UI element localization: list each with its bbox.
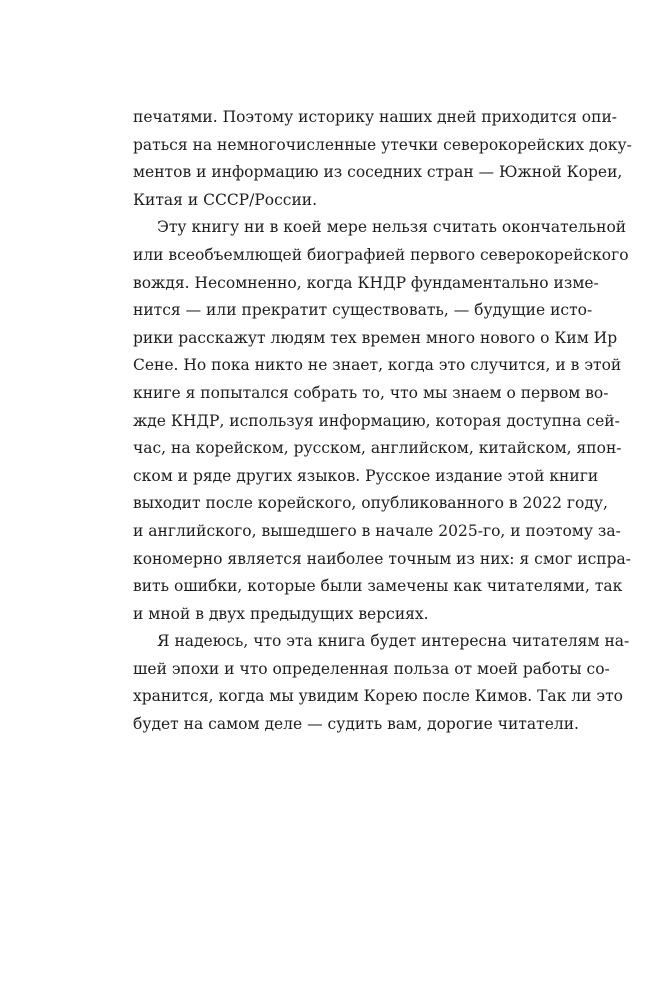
text-line: и мной в двух предыдущих версиях. [133,604,429,623]
body-text [133,104,632,739]
text-line: хранится, когда мы увидим Корею после Кимов. Так ли это [133,687,623,706]
text-line: нится — или прекратит существовать, — будущие истo- [133,301,593,320]
text-line: раться на немногочисленные утечки северокорейских доку- [133,135,632,154]
text-line: ском и ряде других языков. Русское издание этой книги [133,466,599,485]
text-line: шей эпохи и что определенная польза от моей работы со- [133,659,610,678]
text-line: книге я попытался собрать то, что мы знаем о первом во- [133,383,609,402]
text-line: ментов и информацию из соседних стран — Южной Кореи, [133,163,623,182]
text-line: печатями. Поэтому историку наших дней приходится опи- [133,108,618,126]
text-line: выходит после корейского, опубликованного в 2022 году, [133,494,608,513]
text-line: будет на самом деле — судить вам, дорогие читатели. [133,715,579,734]
text-line: Я надеюсь, что эта книга будет интересна читателям на- [157,632,630,651]
text-line: рики расскажут людям тех времен много нового о Ким Ир [133,328,618,347]
text-line: или всеобъемлющей биографией первого северокорейского [133,245,629,264]
text-line: жде КНДР, используя информацию, которая доступна сей- [133,411,620,430]
text-line: час, на корейском, русском, английском, китайском, япон- [133,439,622,458]
text-line: вить ошибки, которые были замечены как читателями, так [133,577,623,596]
text-line: Сене. Но пока никто не знает, когда это случится, и в этой [133,356,622,375]
text-line: Эту книгу ни в коей мере нельзя считать окончательной [157,218,627,237]
text-line: Китая и СССР/России. [133,190,318,209]
text-line: кономерно является наиболее точным из них: я смог испра- [133,549,632,568]
text-line: и английского, вышедшего в начале 2025-го, и поэтому за- [133,521,621,540]
text-line: вождя. Несомненно, когда КНДР фундаментально изме- [133,273,599,292]
